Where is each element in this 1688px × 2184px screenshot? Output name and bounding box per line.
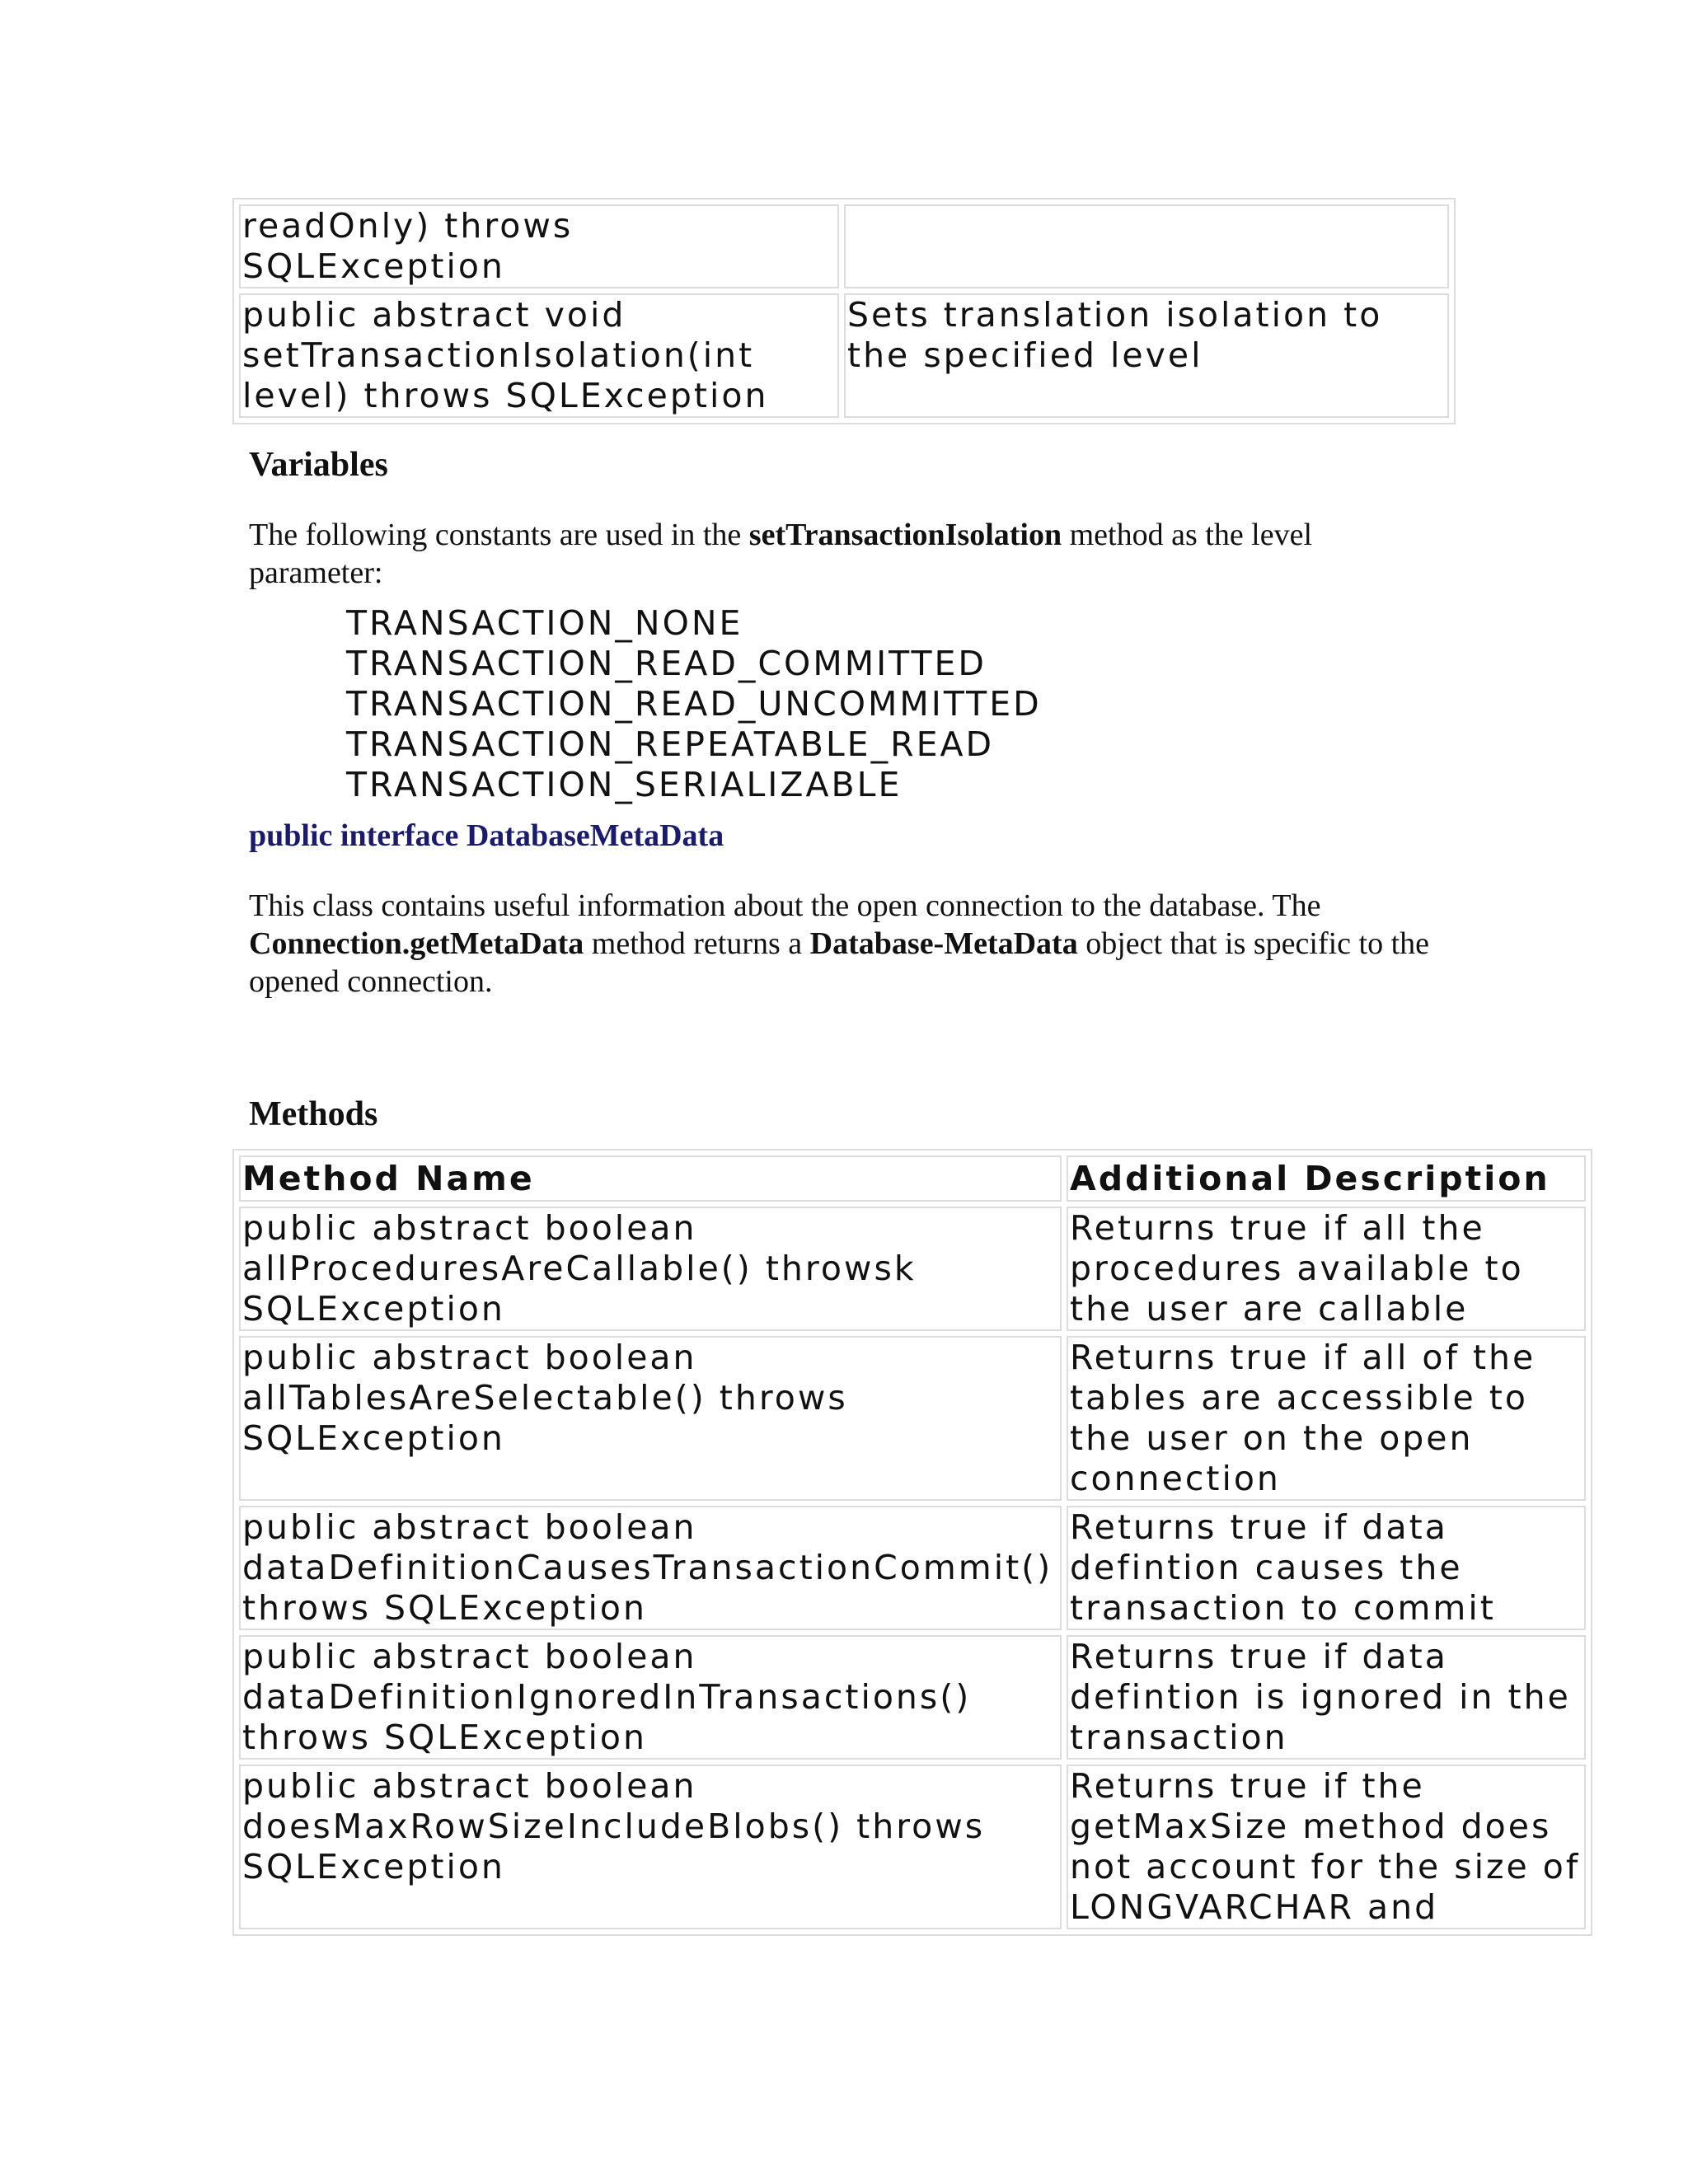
description-cell: Returns true if data defintion is ignored in the transaction	[1067, 1635, 1586, 1760]
desc-text: object that is specific to the opened connection.	[249, 926, 1430, 999]
interface-description	[249, 887, 1452, 1001]
table-row	[239, 204, 1449, 288]
table-row	[239, 1765, 1586, 1929]
method-cell: public abstract boolean dataDefinitionCausesTransactionCommit() throws SQLException	[239, 1506, 1062, 1630]
variables-intro	[249, 516, 1444, 592]
description-cell: Returns true if data defintion causes the transaction to commit	[1067, 1506, 1586, 1630]
table-row	[239, 293, 1449, 418]
constant-item: TRANSACTION_READ_UNCOMMITTED	[346, 684, 1042, 724]
methods-heading: Methods	[249, 1095, 378, 1133]
table-header-row	[239, 1155, 1586, 1202]
constant-item: TRANSACTION_SERIALIZABLE	[346, 765, 903, 804]
method-cell: public abstract boolean allProceduresAreCallable() throwsk SQLException	[239, 1207, 1062, 1331]
desc-text: method returns a	[584, 926, 810, 961]
table-row	[239, 1336, 1586, 1501]
method-cell: public abstract boolean doesMaxRowSizeIncludeBlobs() throws SQLException	[239, 1765, 1062, 1929]
intro-text-end: method as the level parameter:	[249, 518, 1313, 590]
column-header-method: Method Name	[239, 1155, 1062, 1202]
constant-item: TRANSACTION_NONE	[346, 603, 743, 643]
constant-item: TRANSACTION_READ_COMMITTED	[346, 644, 987, 683]
description-cell: Returns true if the getMaxSize method does not account for the size of LONGVARCHAR and	[1067, 1765, 1586, 1929]
desc-text: This class contains useful information about the open connection to the database. The	[249, 888, 1321, 923]
description-cell: Sets translation isolation to the specified level	[844, 293, 1449, 418]
method-cell: public abstract boolean allTablesAreSelectable() throws SQLException	[239, 1336, 1062, 1501]
desc-bold: Database-MetaData	[809, 926, 1078, 961]
desc-bold: Connection.getMetaData	[249, 926, 584, 961]
intro-method-name: setTransactionIsolation	[748, 518, 1062, 552]
constant-item: TRANSACTION_REPEATABLE_READ	[346, 724, 995, 764]
description-cell	[844, 204, 1449, 288]
method-cell: public abstract void setTransactionIsolation(int level) throws SQLException	[239, 293, 839, 418]
constants-list	[346, 603, 1042, 805]
method-cell: readOnly) throws SQLException	[239, 204, 839, 288]
description-cell: Returns true if all of the tables are accessible to the user on the open connection	[1067, 1336, 1586, 1501]
table-row	[239, 1207, 1586, 1331]
table-row	[239, 1506, 1586, 1630]
description-cell: Returns true if all the procedures available to the user are callable	[1067, 1207, 1586, 1331]
table-row	[239, 1635, 1586, 1760]
interface-title: public interface DatabaseMetaData	[249, 818, 724, 853]
top-method-table	[232, 198, 1456, 424]
intro-text: The following constants are used in the	[249, 518, 749, 552]
column-header-description: Additional Description	[1067, 1155, 1586, 1202]
variables-heading: Variables	[249, 446, 388, 484]
method-cell: public abstract boolean dataDefinitionIgnoredInTransactions() throws SQLException	[239, 1635, 1062, 1760]
methods-table	[232, 1149, 1592, 1936]
